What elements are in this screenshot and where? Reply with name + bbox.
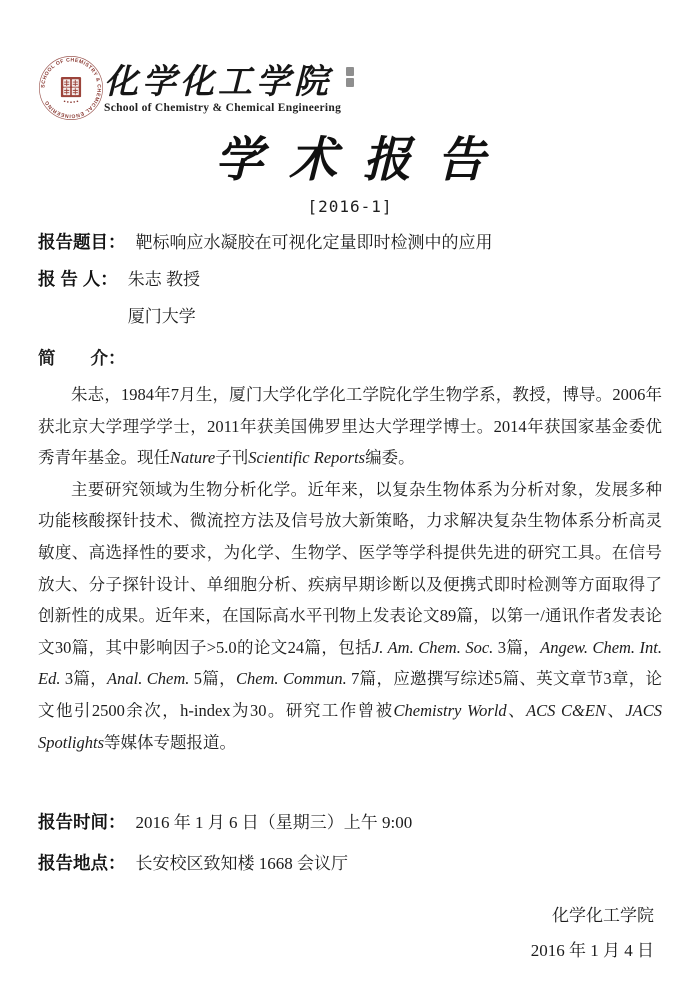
calligraphy-signature-mark — [346, 67, 355, 89]
school-name-block — [104, 63, 341, 114]
intro-paragraph: 朱志，1984年7月生，厦门大学化学化工学院化学生物学系，教授，博导。2006年获北京大学理学学士，2011年获美国佛罗里达大学理学博士。2014年获国家基金委优秀青年基金。现任Nature子刊Scientific Reports编委。 — [38, 385, 662, 468]
speaker-affiliation: 厦门大学 — [127, 307, 196, 326]
svg-text:SCHOOL OF CHEMISTRY & CHEMICAL: SCHOOL OF CHEMISTRY & CHEMICAL ENGINEERING — [40, 57, 102, 119]
speaker-label: 报 告 人： — [38, 269, 118, 289]
intro-paragraphs — [38, 379, 662, 758]
school-name-chinese: 化学化工学院 — [104, 63, 332, 101]
intro-label: 简 介： — [38, 348, 126, 368]
affiliation-row — [38, 298, 662, 335]
speaker-row — [38, 261, 662, 298]
topic-label: 报告题目： — [38, 232, 126, 252]
venue-value: 长安校区致知楼 1668 会议厅 — [135, 854, 348, 874]
school-seal-icon — [38, 55, 104, 121]
venue-row — [38, 843, 662, 884]
intro-section — [38, 341, 662, 758]
issue-number: [2016-1] — [307, 197, 393, 216]
document-title: 学术报告 — [214, 134, 511, 187]
report-meta — [38, 224, 662, 335]
topic-value: 靶标响应水凝胶在可视化定量即时检测中的应用 — [135, 233, 493, 252]
school-header — [38, 55, 662, 121]
topic-row — [38, 224, 662, 261]
school-name-english: School of Chemistry & Chemical Engineering — [104, 101, 342, 114]
time-row — [38, 802, 662, 843]
organizer-name: 化学化工学院 — [552, 906, 654, 926]
venue-label: 报告地点： — [38, 853, 126, 874]
intro-paragraph: 主要研究领域为生物分析化学。近年来，以复杂生物体系为分析对象，发展多种功能核酸探针技术、微流控方法及信号放大新策略，力求解决复杂生物体系分析高灵敏度、高选择性的要求，为化学、生物学、医学等学科提供先进的研究工具。在信号放大、分子探针设计、单细胞分析、疾病早期诊断以及便携式即时检测等方面取得了创新性的成果。近年来，在国际高水平刊物上发表论文89篇，以第一/通讯作者发表论文30篇，其中影响因子>5.0的论文24篇，包括J. Am. Chem. Soc. 3篇，Angew. Chem. Int. Ed. 3篇，Anal. Chem. 5篇，Chem. Commun. 7篇，应邀撰写综述5篇、英文章节3章，论文他引2500余次，h-index为30。研究工作曾被Chemistry World、ACS C&EN、JACS Spotlights等媒体专题报道。 — [38, 479, 663, 752]
time-value: 2016 年 1 月 6 日（星期三）上午 9:00 — [135, 813, 413, 833]
time-label: 报告时间： — [38, 812, 126, 833]
signoff-block — [38, 898, 662, 968]
schedule-section — [38, 802, 662, 884]
speaker-value: 朱志 教授 — [127, 270, 200, 289]
signoff-date: 2016 年 1 月 4 日 — [530, 941, 654, 961]
